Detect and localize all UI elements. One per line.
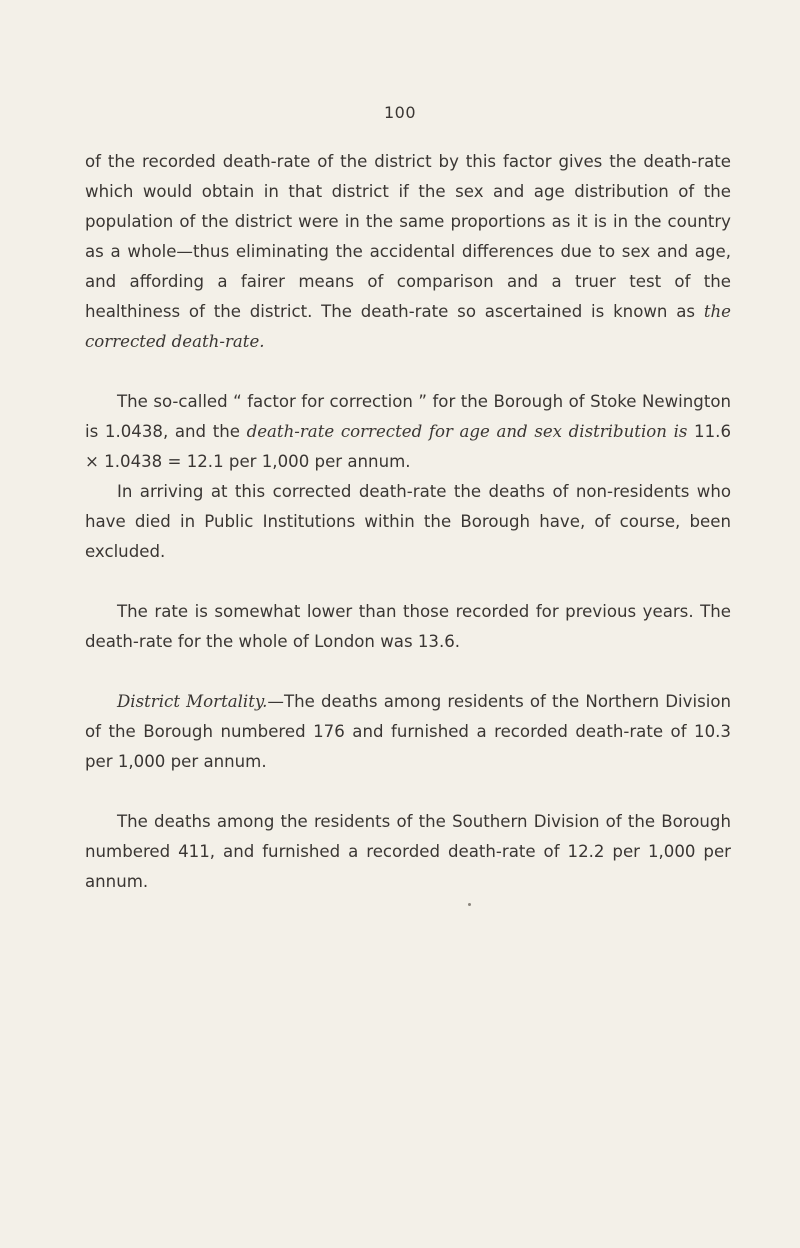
paragraph-text: —The deaths among residents of the Northern Division of the Borough numbered 176 and furnished a recorded death-rate of 10.3 per 1,000 per annum. [85,692,731,771]
ink-speck [468,903,471,906]
paragraph-text: The so-called “ factor for correction ” for the Borough of Stoke Newington is 1.0438, and the [85,392,731,441]
page-number: 100 [383,103,417,122]
paragraph-non-residents-excluded: In arriving at this corrected death-rate the deaths of non-residents who have died in Public Institutions within the Borough have, of course, been excluded. [85,482,731,561]
paragraph-factor-for-correction [85,387,731,477]
paragraph-southern-division: The deaths among the residents of the Southern Division of the Borough numbered 411, and furnished a recorded death-rate of 12.2 per 1,000 per annum. [85,812,731,891]
italic-term: the corrected death-rate. [85,302,731,351]
paragraph-text: 11.6 × 1.0438 = 12.1 per 1,000 per annum. [85,422,731,471]
page-body [85,147,731,897]
paragraph-rate-comparison: The rate is somewhat lower than those recorded for previous years. The death-rate for the whole of London was 13.6. [85,602,731,651]
section-heading-italic: District Mortality. [117,692,268,711]
paragraph-text: of the recorded death-rate of the district by this factor gives the death-rate which would obtain in that district if the sex and age distribution of the population of the district were in the same proportions as it is in the country as a whole—thus eliminating the accidental differences due to sex and age, and affording a fairer means of comparison and a truer test of the healthiness of the district. The death-rate so ascertained is known as [85,152,731,321]
paragraph-district-mortality [85,687,731,777]
paragraph-corrected-death-rate-definition [85,147,731,357]
italic-term: death-rate corrected for age and sex distribution is [246,422,688,441]
